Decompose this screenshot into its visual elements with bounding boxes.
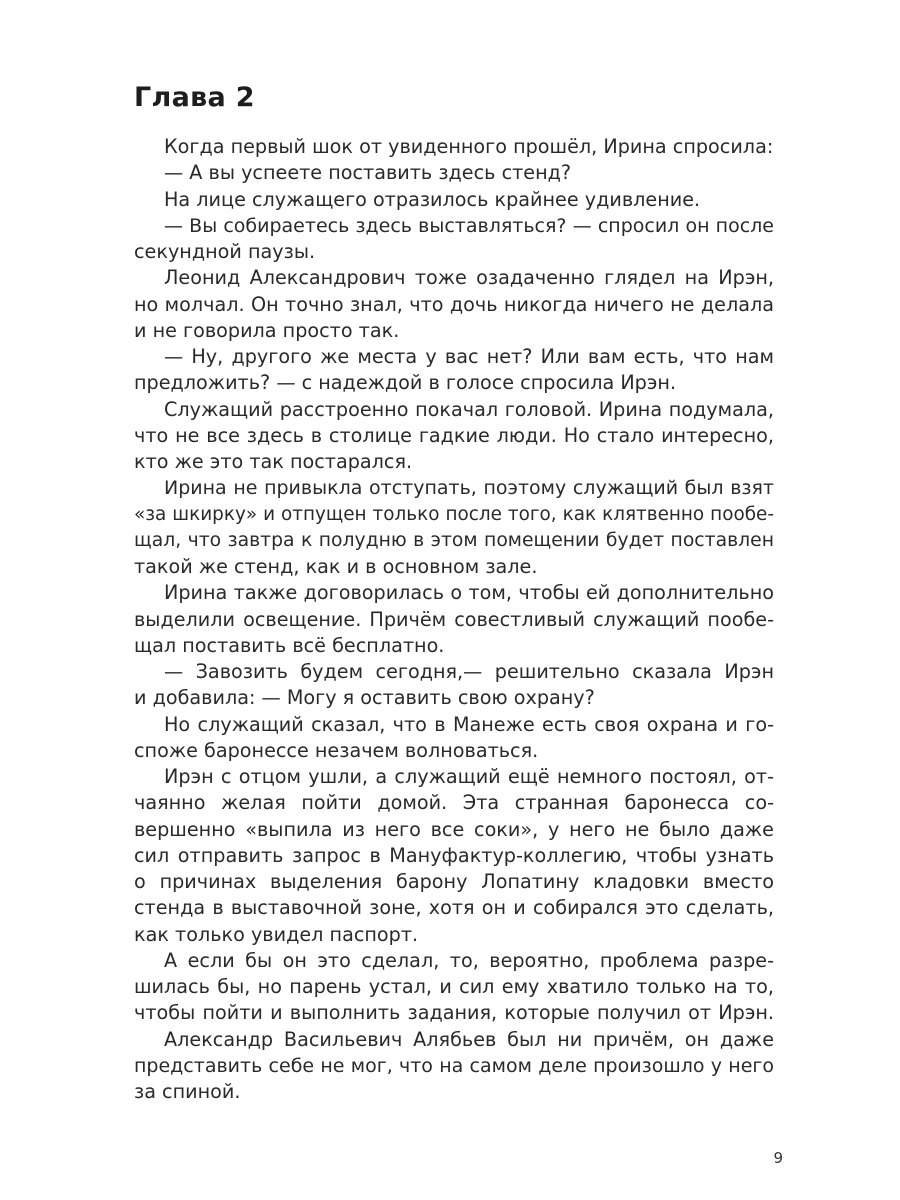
text-line: и добавила: — Могу я оставить свою охрану? [134,686,595,710]
text-line: Ирина не привыкла отступать, поэтому служащий был взят [164,477,774,500]
text-line: вершенно «выпила из него все соки», у него не было даже [134,817,774,841]
text-line: — Завозить будем сегодня,— решительно сказала Ирэн [164,660,774,683]
text-line: Ирэн с отцом ушли, а служащий ещё немного постоял, от- [164,765,774,788]
text-line: кто же это так постарался. [134,450,413,473]
text-line: Александр Васильевич Алябьев был ни причём, он даже [164,1027,774,1051]
text-line: На лице служащего отразилось крайнее удивление. [164,187,701,211]
text-line: А если бы он это сделал, то, вероятно, проблема разре- [164,948,774,972]
text-line: Когда первый шок от увиденного прошёл, Ирина спросила: [164,135,774,158]
text-line: стенда в выставочной зоне, хотя он и собирался это сделать, [134,896,774,920]
text-line: — Ну, другого же места у вас нет? Или вам есть, что нам [164,345,774,368]
text-line: сил отправить запрос в Мануфактур-коллегию, чтобы узнать [134,843,774,867]
text-line: выделили освещение. Причём совестливый служащий пообе- [134,607,774,631]
text-line: шилась бы, но парень устал, и сил ему хватило только на то, [134,975,774,998]
text-line: Ирина также договорилась о том, чтобы ей дополнительно [164,581,774,605]
text-line: такой же стенд, как и в основном зале. [134,555,538,578]
text-line: чаянно желая пойти домой. Эта странная баронесса со- [134,791,774,815]
text-line: чтобы пойти и выполнить задания, которые получил от Ирэн. [134,1001,774,1025]
text-line: представить себе не мог, что на самом деле произошло у него [134,1054,774,1077]
text-line: что не все здесь в столице гадкие люди. Но стало интересно, [134,423,774,447]
text-line: секундной паузы. [134,240,316,263]
text-line: за спиной. [134,1080,241,1103]
text-line: о причинах выделения барону Лопатину кладовки вместо [134,870,774,893]
text-line: Но служащий сказал, что в Манеже есть своя охрана и го- [164,712,774,736]
text-line: — А вы успеете поставить здесь стенд? [164,161,572,185]
text-line: Леонид Александрович тоже озадаченно глядел на Ирэн, [164,266,774,290]
chapter-title: Глава 2 [134,82,255,113]
text-line: — Вы собираетесь здесь выставляться? — спросил он после [164,214,774,237]
text-line: и не говорила просто так. [134,318,400,342]
page-number: 9 [773,1149,783,1167]
text-line: щал, что завтра к полудню в этом помещении будет поставлен [134,529,774,551]
text-line: споже баронессе незачем волноваться. [134,738,539,762]
text-line: Служащий расстроенно покачал головой. Ирина подумала, [164,397,774,421]
text-line: но молчал. Он точно знал, что дочь никогда ничего не делала [134,292,774,316]
text-line: как только увидел паспорт. [134,922,419,946]
text-line: щал поставить всё бесплатно. [134,633,445,657]
body-text [134,134,774,1105]
text-line: «за шкирку» и отпущен только после того, как клятвенно пообе- [134,503,774,525]
text-line: предложить? — с надеждой в голосе спросила Ирэн. [134,371,677,395]
